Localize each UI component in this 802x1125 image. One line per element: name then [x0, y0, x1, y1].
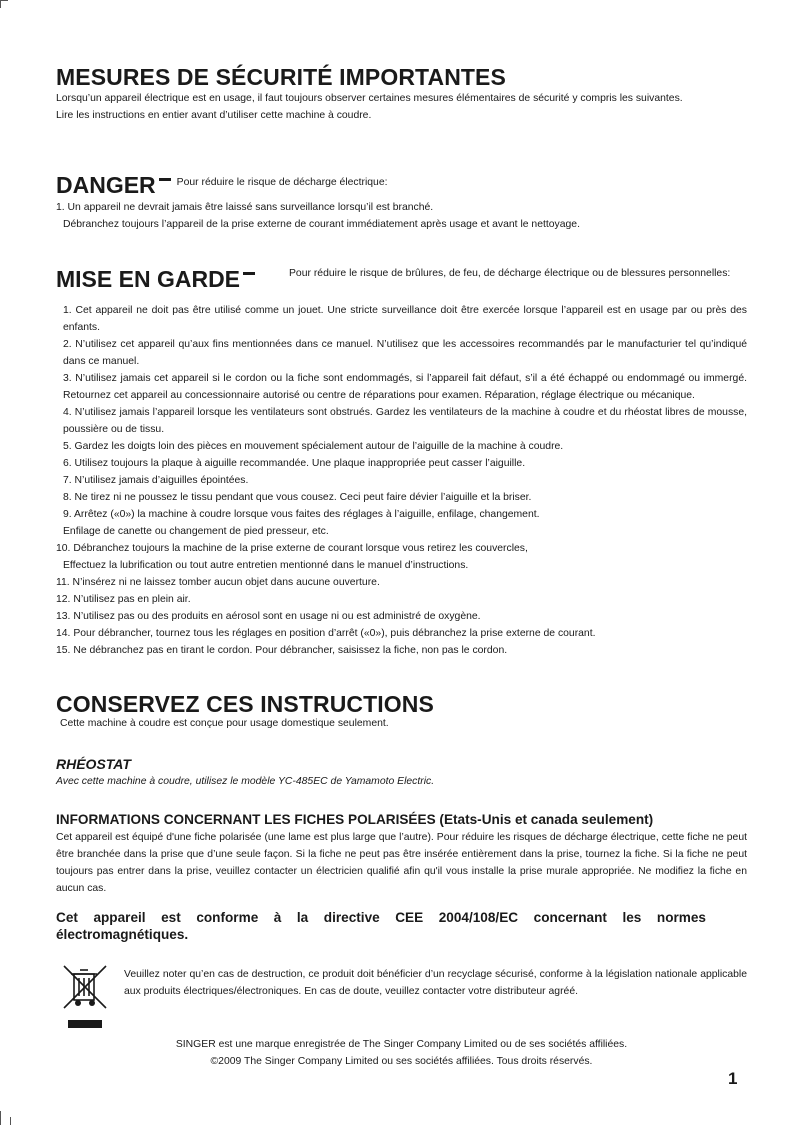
- warning-item-9b: Enfilage de canette ou changement de pied presseur, etc.: [63, 526, 329, 537]
- warning-heading: [56, 265, 747, 293]
- warning-subtitle: Pour réduire le risque de brûlures, de feu, de décharge électrique ou de blessures personnelles:: [289, 268, 731, 279]
- crop-mark-top-left-v: [0, 0, 1, 8]
- warning-item-10: 10. Débranchez toujours la machine de la prise externe de courant lorsque vous retirez les couvercles,: [56, 543, 528, 554]
- rheostat-text: Avec cette machine à coudre, utilisez le modèle YC-485EC de Yamamoto Electric.: [56, 776, 435, 787]
- crop-mark-bottom-left: [0, 1111, 1, 1125]
- danger-dash: [159, 178, 171, 181]
- copyright-line: ©2009 The Singer Company Limited ou ses sociétés affiliées. Tous droits réservés.: [210, 1056, 593, 1067]
- warning-item-4: 4. N’utilisez jamais l’appareil lorsque les ventilateurs sont obstrués. Gardez les ventilateurs de la machine à coudre et du rhéostat libres de mousse, poussière ou de tissu.: [63, 407, 747, 435]
- warning-item-11: 11. N’insérez ni ne laissez tomber aucun objet dans aucune ouverture.: [56, 577, 380, 588]
- warning-item-14: 14. Pour débrancher, tournez tous les réglages en position d’arrêt («0»), puis débranchez la prise externe de courant.: [56, 628, 596, 639]
- polarized-plug-text: Cet appareil est équipé d'une fiche polarisée (une lame est plus large que l’autre). Pour réduire les risques de décharge électrique, cette fiche ne peut être branchée dans la prise que d’une seule façon. Si la fiche ne peut pas être insérée entièrement dans la prise, tournez la fiche. Si la fiche ne peut toujours pas entrer dans la prise, veuillez contacter un électricien qualifié afin qu'il vous installe la prise murale appropriée. Ne modifiez la fiche en aucun cas.: [56, 832, 747, 894]
- warning-item-10b: Effectuez la lubrification ou tout autre entretien mentionné dans le manuel d’instructions.: [63, 560, 469, 571]
- danger-heading: [56, 171, 747, 199]
- warning-item-1: 1. Cet appareil ne doit pas être utilisé comme un jouet. Une stricte surveillance doit être exercée lorsque l’appareil est en usage par ou près des enfants.: [63, 305, 747, 333]
- trademark-line: SINGER est une marque enregistrée de The Singer Company Limited ou de ses sociétés affiliées.: [175, 1039, 628, 1050]
- rheostat-title: RHÉOSTAT: [56, 756, 131, 772]
- warning-item-6: 6. Utilisez toujours la plaque à aiguille recommandée. Une plaque inappropriée peut casser l’aiguille.: [63, 458, 526, 469]
- safety-header: [56, 64, 747, 124]
- warning-dash: [243, 272, 255, 275]
- warning-item-5: 5. Gardez les doigts loin des pièces en mouvement spécialement autour de l’aiguille de la machine à coudre.: [63, 441, 564, 452]
- warning-item-13: 13. N’utilisez pas ou des produits en aérosol sont en usage ni ou est administré de oxygène.: [56, 611, 481, 622]
- footer: [56, 1036, 747, 1070]
- warning-item-2: 2. N’utilisez cet appareil qu’aux fins mentionnées dans ce manuel. N’utilisez que les accessoires recommandés par le manufacturier tel qu’indiqué dans ce manuel.: [63, 339, 747, 367]
- page-number: 1: [728, 1069, 738, 1088]
- danger-list: [56, 199, 747, 233]
- keep-instructions: [56, 691, 747, 731]
- recycling-notice-text: Veuillez noter qu’en cas de destruction, ce produit doit bénéficier d’un recyclage sécurisé, conforme à la législation nationale applicable aux produits électriques/électroniques. En cas de doute, veuillez contacter votre distributeur agréé.: [124, 969, 747, 997]
- warning-list: [56, 302, 747, 659]
- crop-mark-bottom-left-2: [10, 1117, 11, 1125]
- danger-subtitle: Pour réduire le risque de décharge électrique:: [176, 177, 388, 188]
- warning-title: MISE EN GARDE: [56, 266, 241, 292]
- warning-item-15: 15. Ne débranchez pas en tirant le cordon. Pour débrancher, saisissez la fiche, non pas le cordon.: [56, 645, 508, 656]
- warning-item-7: 7. N’utilisez jamais d’aiguilles épointées.: [63, 475, 249, 486]
- cee-directive-text: Cet appareil est conforme à la directive CEE 2004/108/EC concernant les normes électromagnétiques.: [56, 910, 706, 942]
- intro-text-2: Lire les instructions en entier avant d’utiliser cette machine à coudre.: [56, 110, 372, 121]
- keep-instructions-title: CONSERVEZ CES INSTRUCTIONS: [56, 691, 434, 717]
- page-title: MESURES DE SÉCURITÉ IMPORTANTES: [56, 64, 506, 90]
- keep-instructions-text: Cette machine à coudre est conçue pour usage domestique seulement.: [60, 718, 389, 729]
- danger-item-1b: Débranchez toujours l’appareil de la prise externe de courant immédiatement après usage et avant le nettoyage.: [63, 219, 580, 230]
- warning-item-3: 3. N’utilisez jamais cet appareil si le cordon ou la fiche sont endommagés, si l’appareil fait défaut, s’il a été échappé ou endommagé ou immergé. Retournez cet appareil au concessionnaire autorisé ou centre de réparations pour examen. Réparation, réglage électrique ou mécanique.: [63, 373, 747, 401]
- danger-item-1: 1. Un appareil ne devrait jamais être laissé sans surveillance lorsqu’il est branché.: [56, 202, 434, 213]
- polarized-plug-title: INFORMATIONS CONCERNANT LES FICHES POLARISÉES (Etats-Unis et canada seulement): [56, 812, 654, 827]
- intro-text: Lorsqu’un appareil électrique est en usage, il faut toujours observer certaines mesures élémentaires de sécurité y compris les suivantes.: [56, 93, 683, 104]
- warning-item-12: 12. N’utilisez pas en plein air.: [56, 594, 191, 605]
- warning-item-8: 8. Ne tirez ni ne poussez le tissu pendant que vous cousez. Ceci peut faire dévier l’aiguille et la briser.: [63, 492, 532, 503]
- cee-directive: [56, 909, 706, 943]
- crop-mark-top-left-h: [0, 0, 8, 1]
- recycling-notice: [124, 966, 747, 1000]
- warning-item-9: 9. Arrêtez («0») la machine à coudre lorsque vous faites des réglages à l’aiguille, enfilage, changement.: [63, 509, 540, 520]
- crossed-bin-icon: [62, 964, 108, 1030]
- rheostat-section: [56, 755, 747, 790]
- danger-title: DANGER: [56, 172, 156, 198]
- polarized-plug-section: [56, 811, 747, 897]
